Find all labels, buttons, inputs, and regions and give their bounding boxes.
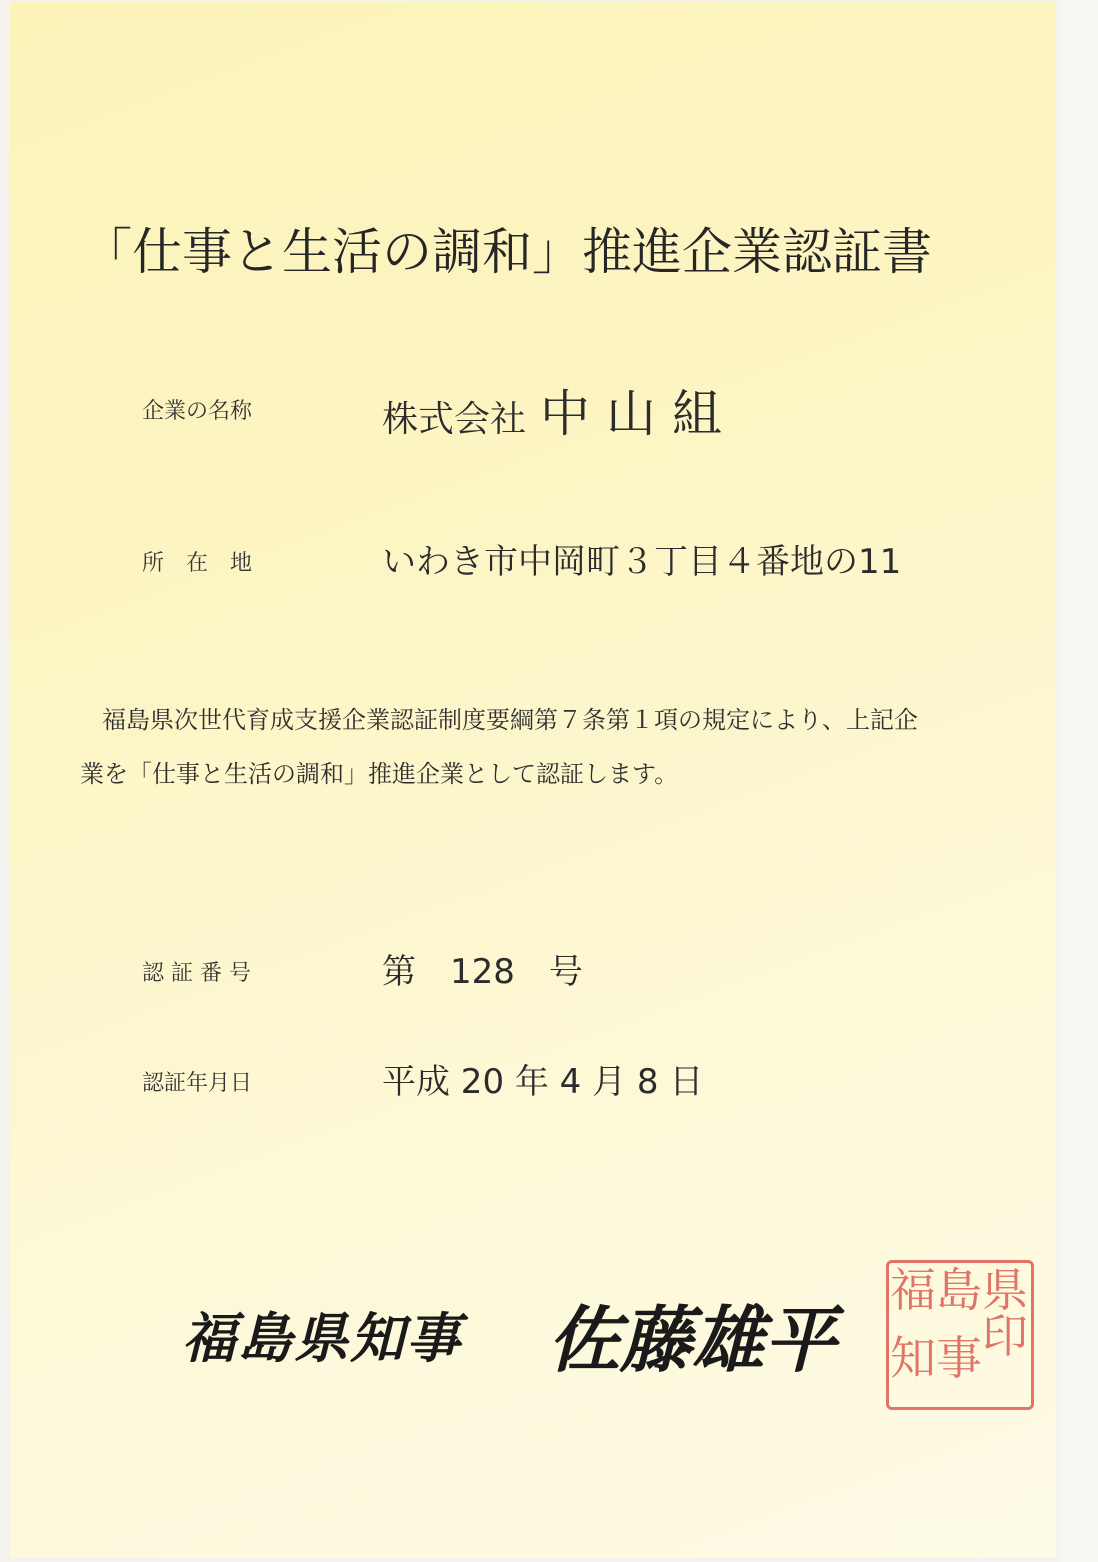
company-name-label: 企業の名称 (142, 399, 253, 424)
seal-char: 知 (890, 1331, 936, 1385)
cert-number-label: 認 証 番 号 (142, 961, 251, 986)
certificate-title: 「仕事と生活の調和」推進企業認証書 (82, 223, 932, 281)
seal-char: 事 (936, 1331, 982, 1385)
seal-char: 島 (936, 1263, 982, 1317)
company-name-value (382, 374, 738, 446)
body-text-line-1: 福島県次世代育成支援企業認証制度要綱第７条第１項の規定により、上記企 (102, 706, 918, 734)
seal-char: 県 (982, 1263, 1028, 1317)
body-text-line-2: 業を「仕事と生活の調和」推進企業として認証します。 (80, 760, 679, 788)
address-label: 所 在 地 (142, 551, 253, 576)
cert-number-value: 第 128 号 (382, 952, 583, 992)
seal-char: 福 (890, 1263, 936, 1317)
cert-date-label: 認証年月日 (142, 1071, 253, 1096)
seal-char: 印 (982, 1309, 1028, 1363)
company-prefix: 株式会社 (382, 399, 527, 440)
scan-margin (1060, 0, 1098, 1562)
issuer-name: 佐藤雄平 (548, 1297, 837, 1382)
cert-date-value: 平成 20 年 4 月 8 日 (382, 1062, 704, 1102)
official-seal (886, 1260, 1034, 1410)
certificate-sheet (10, 2, 1056, 1558)
issuer-title: 福島県知事 (182, 1306, 462, 1370)
address-value: いわき市中岡町３丁目４番地の11 (382, 542, 902, 582)
company-name: 中山組 (540, 385, 739, 443)
